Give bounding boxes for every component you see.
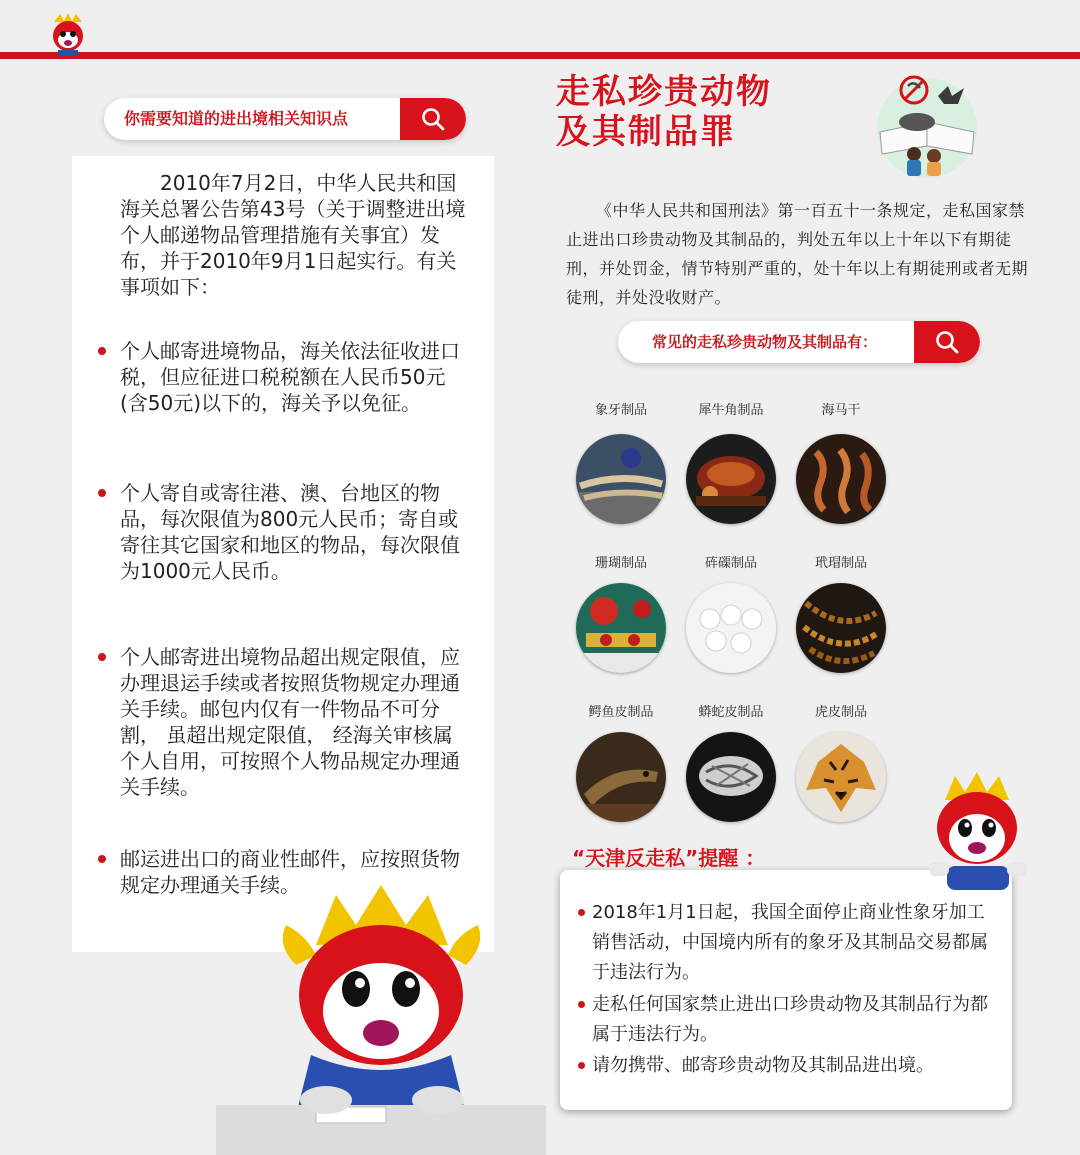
bullet-dot-icon — [98, 347, 106, 355]
top-red-bar — [0, 52, 1080, 59]
product-label-tridacna: 砗磲制品 — [704, 556, 757, 571]
bullet-dot-icon — [578, 1062, 585, 1069]
mascot-peek-icon — [925, 770, 1030, 890]
product-label-crocodile: 鳄鱼皮制品 — [588, 705, 654, 720]
product-label-coral: 珊瑚制品 — [594, 556, 647, 571]
notice-item-text: 个人邮寄进境物品，海关依法征收进口税，但应征进口税税额在人民币50元(含50元)以下的，海关予以免征。 — [120, 339, 460, 415]
hawksbill-photo-icon — [796, 583, 886, 673]
notice-intro: 2010年7月2日，中华人民共和国海关总署公告第43号（关于调整进出境个人邮递物品管理措施有关事宜）发布，并于2010年9月1日起实行。有关事项如下： — [120, 171, 466, 299]
crime-title-line1: 走私珍贵动物 — [556, 72, 772, 112]
bullet-dot-icon — [98, 489, 106, 497]
mascot-desk-illustration-icon — [216, 885, 546, 1155]
reminder-item-text: 请勿携带、邮寄珍贵动物及其制品进出境。 — [592, 1055, 934, 1076]
knowledge-search-bar[interactable] — [104, 98, 466, 140]
search-icon — [934, 329, 960, 355]
products-search-bar[interactable] — [618, 321, 980, 363]
reminder-item-2 — [592, 990, 1000, 1050]
reminder-item-3 — [592, 1051, 1000, 1081]
bullet-dot-icon — [98, 653, 106, 661]
bullet-dot-icon — [578, 1001, 585, 1008]
reminder-item-text: 走私任何国家禁止进出口珍贵动物及其制品行为都属于违法行为。 — [592, 994, 988, 1045]
rhino-horn-photo-icon — [686, 434, 776, 524]
product-label-tiger: 虎皮制品 — [814, 705, 867, 720]
crime-title-line2: 及其制品罪 — [556, 112, 736, 152]
notice-item-text: 邮运进出口的商业性邮件，应按照货物规定办理通关手续。 — [120, 847, 460, 897]
reminder-item-1 — [592, 898, 1000, 988]
search-icon — [420, 106, 446, 132]
product-label-rhino-horn: 犀牛角制品 — [698, 403, 764, 418]
crocodile-photo-icon — [576, 732, 666, 822]
crime-title — [556, 72, 772, 152]
reminder-box — [560, 870, 1012, 1110]
products-search-label: 常见的走私珍贵动物及其制品有： — [652, 333, 878, 351]
ivory-photo-icon — [576, 434, 666, 524]
products-search-button[interactable] — [914, 321, 980, 363]
law-text: 《中华人民共和国刑法》第一百五十一条规定，走私国家禁止进出口珍贵动物及其制品的，判处五年以上十年以下有期徒刑，并处罚金，情节特别严重的，处十年以上有期徒刑或者无期徒刑，并处没收财产。 — [566, 201, 1029, 307]
notice-card — [72, 156, 494, 952]
product-label-ivory: 象牙制品 — [594, 403, 647, 418]
reminder-item-text: 2018年1月1日起，我国全面停止商业性象牙加工销售活动，中国境内所有的象牙及其制品交易都属于违法行为。 — [592, 902, 988, 983]
python-photo-icon — [686, 732, 776, 822]
reminder-title: “天津反走私”提醒 ： — [572, 846, 766, 870]
seahorse-photo-icon — [796, 434, 886, 524]
product-label-seahorse: 海马干 — [821, 403, 861, 418]
notice-item-text: 个人寄自或寄往港、澳、台地区的物品，每次限值为800元人民币；寄自或寄往其它国家和地区的物品，每次限值为1000元人民币。 — [120, 481, 460, 583]
notice-item-1 — [120, 338, 460, 416]
mascot-logo-icon — [46, 12, 90, 56]
notice-item-3 — [120, 644, 460, 800]
notice-item-text: 个人邮寄进出境物品超出规定限值，应办理退运手续或者按照货物规定办理通关手续。邮包内仅有一件物品不可分割， 虽超出规定限值， 经海关审核属个人自用，可按照个人物品规定办理通关手续。 — [120, 645, 460, 799]
coral-photo-icon — [576, 583, 666, 673]
notice-item-2 — [120, 480, 460, 584]
bullet-dot-icon — [98, 855, 106, 863]
tridacna-photo-icon — [686, 583, 776, 673]
children-reading-illustration-icon — [872, 70, 982, 180]
knowledge-search-button[interactable] — [400, 98, 466, 140]
bullet-dot-icon — [578, 909, 585, 916]
knowledge-search-label: 你需要知道的进出境相关知识点 — [124, 109, 349, 128]
product-label-hawksbill: 玳瑁制品 — [814, 556, 867, 571]
tiger-photo-icon — [796, 732, 886, 822]
product-label-python: 蟒蛇皮制品 — [698, 705, 764, 720]
